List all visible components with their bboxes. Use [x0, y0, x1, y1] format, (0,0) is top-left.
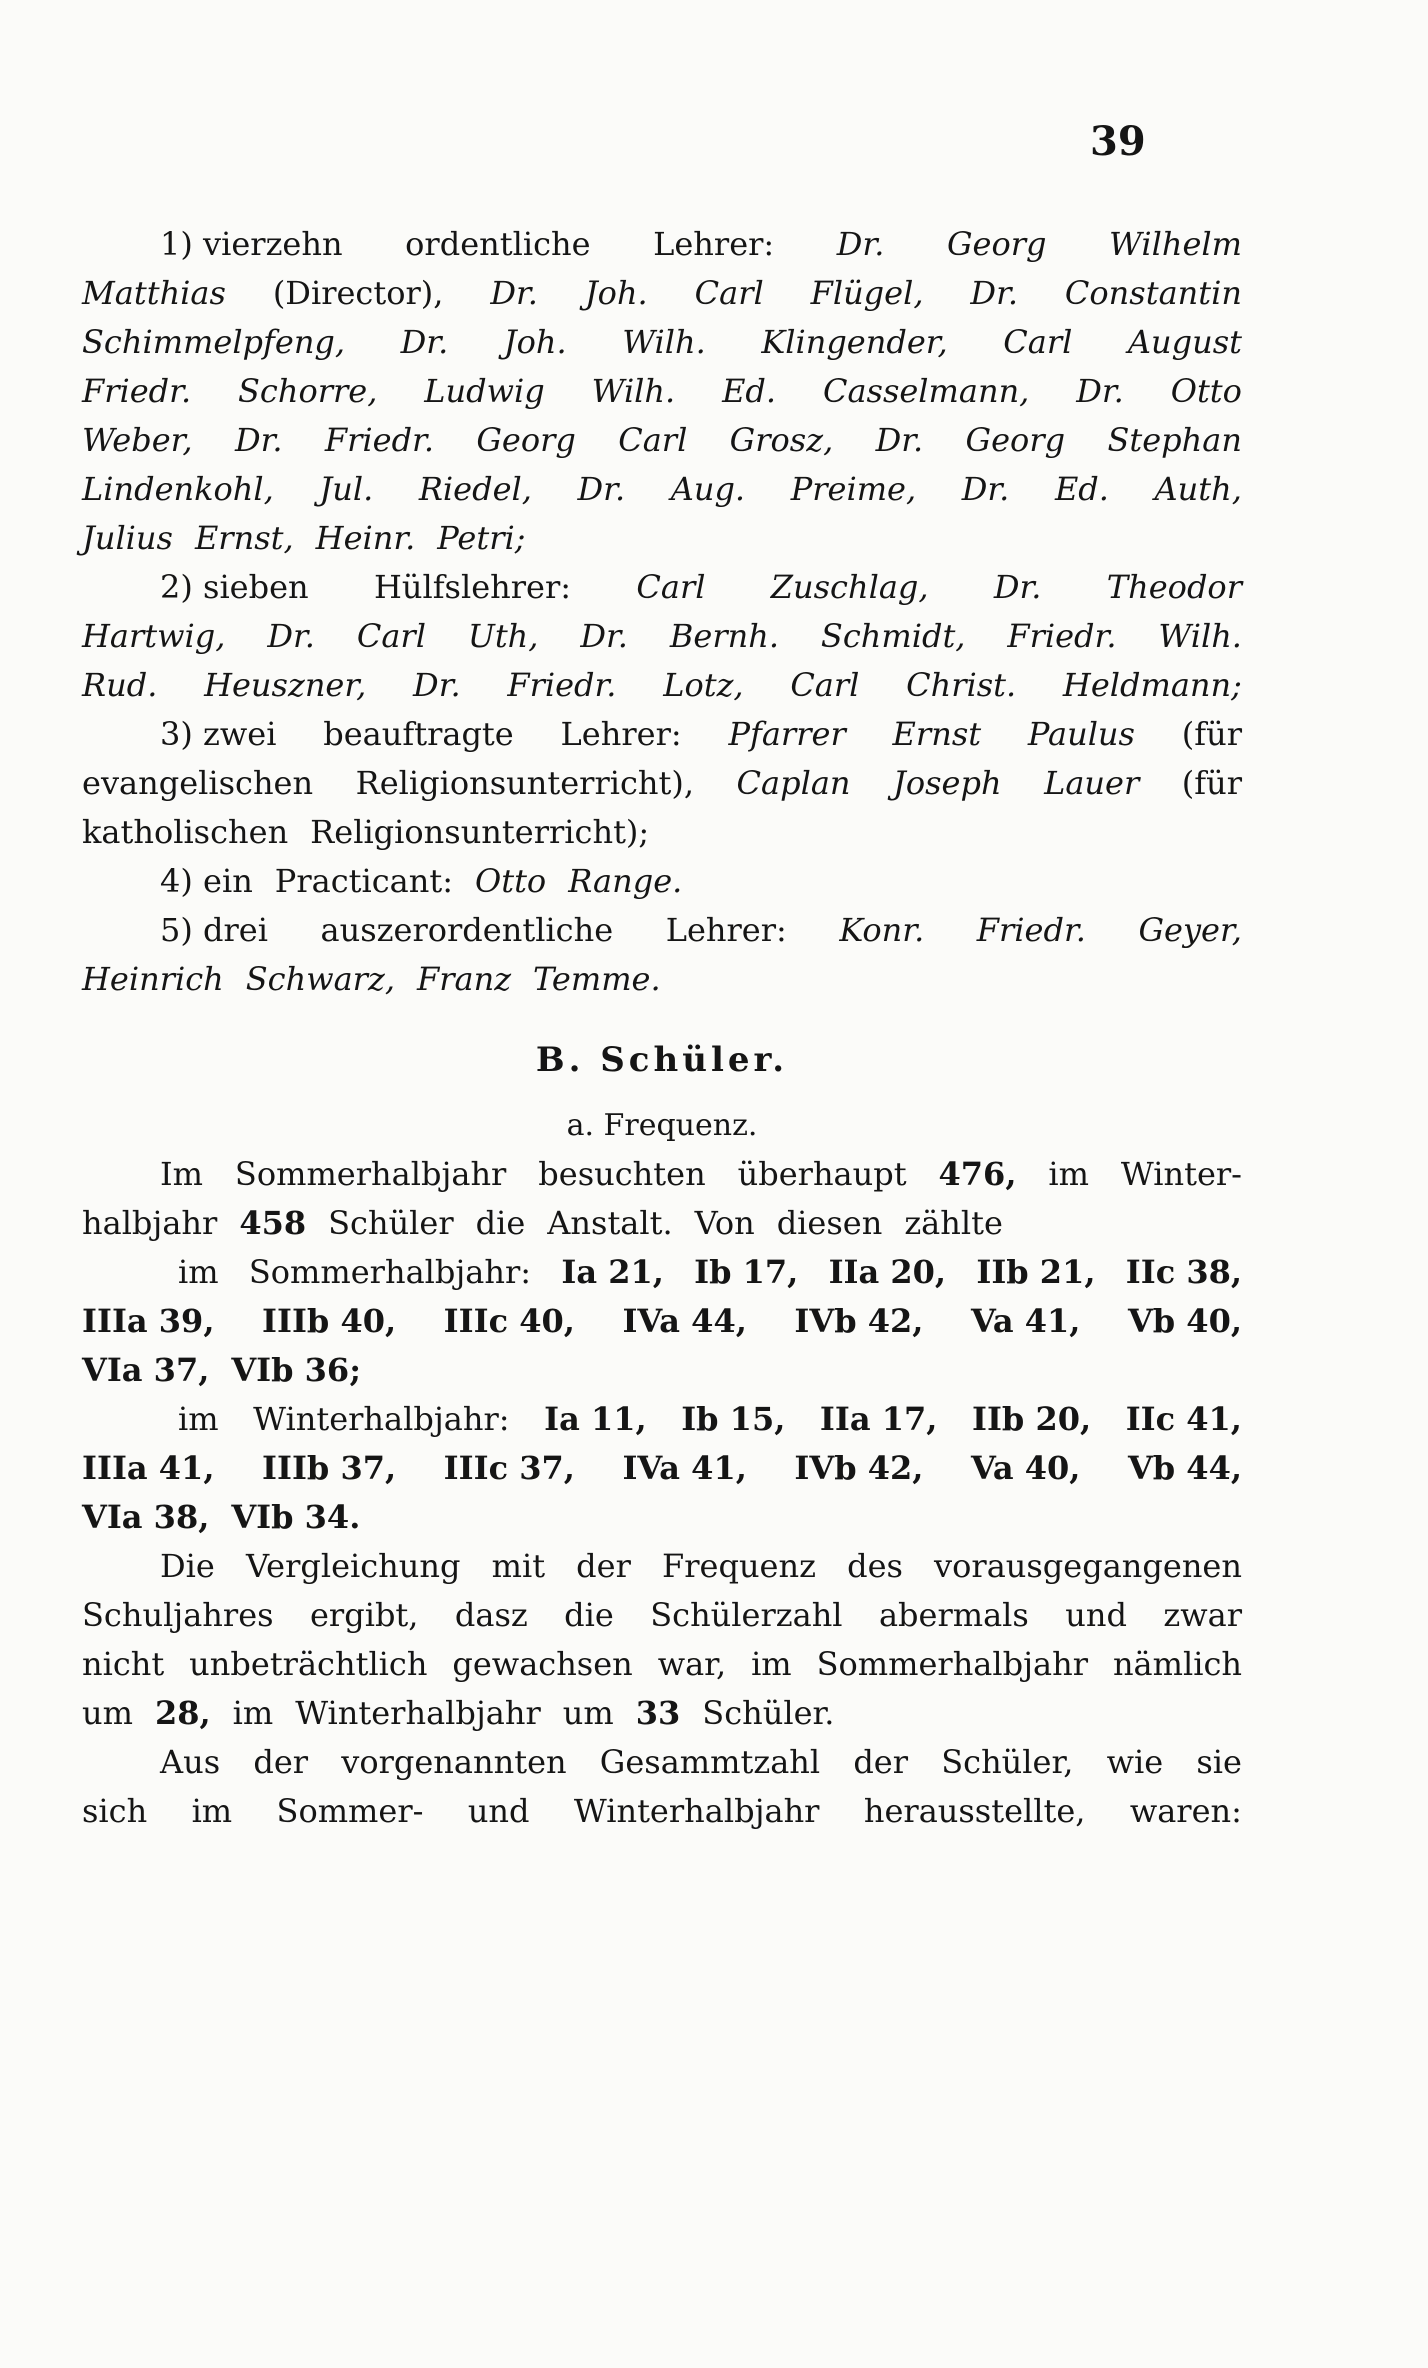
word: evangelischen [82, 764, 314, 802]
word: Va 41, [970, 1302, 1081, 1340]
word: Auth, [1154, 470, 1242, 508]
text-line [82, 955, 1242, 1004]
word: nicht [82, 1645, 165, 1683]
text-line [82, 1199, 1242, 1248]
word: Schüler. [702, 1694, 835, 1732]
word: zwar [1163, 1596, 1242, 1634]
word: 28, [154, 1694, 211, 1732]
word: Lauer [1044, 764, 1140, 802]
word: Weber, [82, 421, 193, 459]
word: 2) sieben [160, 568, 309, 606]
word: Vergleichung [245, 1547, 461, 1585]
word: (für [1181, 715, 1242, 753]
word: herausstellte, [863, 1792, 1086, 1830]
word: des [847, 1547, 903, 1585]
text-line [82, 808, 1242, 857]
word: Uth, [467, 617, 539, 655]
text-line [82, 1150, 1242, 1199]
word: Friedr. [1007, 617, 1117, 655]
text-line [82, 416, 1242, 465]
word: besuchten [538, 1155, 706, 1193]
text-line [82, 1346, 1242, 1395]
word: Georg [946, 225, 1047, 263]
word: Religionsunterricht), [355, 764, 695, 802]
word: Constantin [1064, 274, 1242, 312]
word: Rud. [82, 666, 158, 704]
word: dasz [454, 1596, 528, 1634]
word: Dr. [580, 617, 628, 655]
word: Bernh. [669, 617, 780, 655]
word: nämlich [1112, 1645, 1242, 1683]
text-line [82, 1248, 1242, 1297]
word: Lindenkohl, [82, 470, 274, 508]
word: und [467, 1792, 530, 1830]
text-line [82, 1640, 1242, 1689]
word: Wilh. [1158, 617, 1242, 655]
text-line [82, 465, 1242, 514]
word: Aus [160, 1743, 221, 1781]
staff-list [82, 220, 1242, 1004]
word: Carl [1003, 323, 1073, 361]
text-line [82, 759, 1242, 808]
word: Winterhalbjahr [573, 1792, 820, 1830]
word: der [576, 1547, 631, 1585]
word: Carl [356, 617, 426, 655]
word: Heinrich [82, 960, 224, 998]
word: Heuszner, [204, 666, 367, 704]
word: Dr. [413, 666, 461, 704]
word: (für [1181, 764, 1242, 802]
word: vorausgegangenen [934, 1547, 1242, 1585]
word: Schüler [328, 1204, 454, 1242]
word: Riedel, [418, 470, 532, 508]
word: Schüler, [941, 1743, 1074, 1781]
word: IVb 42, [794, 1302, 924, 1340]
word: katholischen [82, 813, 289, 851]
word: im [178, 1400, 219, 1438]
word: ordentliche [405, 225, 591, 263]
word: überhaupt [737, 1155, 907, 1193]
word: Jul. [319, 470, 374, 508]
word: IIIb 40, [262, 1302, 397, 1340]
word: IIIb 37, [262, 1449, 397, 1487]
word: Friedr. [507, 666, 617, 704]
text-line [82, 906, 1242, 955]
word: 1) vierzehn [160, 225, 343, 263]
word: gewachsen [452, 1645, 633, 1683]
word: Dr. [875, 421, 924, 459]
word: IVa 41, [622, 1449, 747, 1487]
word: Lehrer: [560, 715, 682, 753]
word: Pfarrer [728, 715, 846, 753]
word: IIa 20, [828, 1253, 947, 1291]
word: Dr. [836, 225, 885, 263]
word: Schmidt, [820, 617, 966, 655]
word: Lehrer: [665, 911, 787, 949]
word: Geyer, [1138, 911, 1242, 949]
word: Range. [568, 862, 683, 900]
word: Frequenz [662, 1547, 816, 1585]
word: im [232, 1694, 274, 1732]
word: Petri; [437, 519, 526, 557]
text-line [82, 1591, 1242, 1640]
word: Aug. [670, 470, 746, 508]
word: Theodor [1106, 568, 1242, 606]
word: Ib 17, [694, 1253, 799, 1291]
word: Friedr. [324, 421, 434, 459]
word: Friedr. [976, 911, 1086, 949]
word: Dr. [490, 274, 538, 312]
word: Ludwig [424, 372, 545, 410]
word: Joh. [503, 323, 567, 361]
word: Va 40, [970, 1449, 1081, 1487]
word: Julius [82, 519, 173, 557]
word: August [1127, 323, 1242, 361]
word: VIa 37, [82, 1351, 210, 1389]
word: Paulus [1027, 715, 1135, 753]
word: Dr. [970, 274, 1019, 312]
word: Sommer- [276, 1792, 424, 1830]
word: Otto [474, 862, 547, 900]
word: VIb 36; [231, 1351, 361, 1389]
page-number: 39 [1090, 118, 1146, 165]
section-heading: B. Schüler. [535, 1040, 789, 1080]
word: Im [160, 1155, 203, 1193]
word: Hülfslehrer: [373, 568, 572, 606]
text-line [82, 514, 1242, 563]
word: die [564, 1596, 614, 1634]
word: IIIc 37, [443, 1449, 575, 1487]
word: Ia 11, [544, 1400, 647, 1438]
word: Casselmann, [822, 372, 1030, 410]
word: Schwarz, [245, 960, 395, 998]
word: Christ. [906, 666, 1017, 704]
word: Carl [790, 666, 860, 704]
word: IIa 17, [819, 1400, 938, 1438]
text-line [82, 1787, 1242, 1836]
word: mit [491, 1547, 546, 1585]
body-text [82, 220, 1242, 1836]
text-line [82, 710, 1242, 759]
word: Ia 21, [561, 1253, 664, 1291]
word: Lotz, [663, 666, 744, 704]
word: Ed. [722, 372, 777, 410]
word: Joh. [584, 274, 648, 312]
word: Vb 40, [1127, 1302, 1242, 1340]
word: um [82, 1694, 133, 1732]
word: Lehrer: [653, 225, 775, 263]
word: Matthias [82, 274, 226, 312]
frequency-text [82, 1150, 1242, 1836]
word: Dr. [993, 568, 1042, 606]
text-line [82, 1542, 1242, 1591]
text-line [82, 1395, 1242, 1444]
word: Ernst [892, 715, 982, 753]
word: der [253, 1743, 309, 1781]
word: IIc 41, [1125, 1400, 1242, 1438]
word: im [1048, 1155, 1089, 1193]
word: Ernst, [194, 519, 294, 557]
word: Dr. [961, 470, 1010, 508]
word: Ib 15, [681, 1400, 786, 1438]
section-subheading: a. Frequenz. [566, 1108, 758, 1143]
word: der [853, 1743, 909, 1781]
text-line [82, 563, 1242, 612]
word: Schuljahres [82, 1596, 274, 1634]
word: Wilhelm [1109, 225, 1242, 263]
word: ergibt, [309, 1596, 419, 1634]
word: Heldmann; [1062, 666, 1242, 704]
word: Konr. [839, 911, 925, 949]
word: Temme. [533, 960, 661, 998]
text-line [82, 220, 1242, 269]
word: 3) zwei [160, 715, 277, 753]
text-line [82, 1444, 1242, 1493]
word: Dr. [1076, 372, 1124, 410]
word: IVa 44, [622, 1302, 747, 1340]
word: beauftragte [323, 715, 514, 753]
word: Von [694, 1204, 755, 1242]
word: Winterhalbjahr [295, 1694, 541, 1732]
word: vorgenannten [341, 1743, 567, 1781]
word: wie [1106, 1743, 1164, 1781]
word: Dr. [577, 470, 626, 508]
word: Georg [476, 421, 576, 459]
word: im [751, 1645, 792, 1683]
word: Otto [1170, 372, 1242, 410]
word: sich [82, 1792, 148, 1830]
word: Sommerhalbjahr [816, 1645, 1088, 1683]
word: IIb 20, [971, 1400, 1092, 1438]
text-line [82, 1689, 1242, 1738]
text-line [82, 1297, 1242, 1346]
word: Carl [694, 274, 764, 312]
word: Franz [417, 960, 512, 998]
word: Friedr. [82, 372, 192, 410]
word: 5) drei [160, 911, 268, 949]
word: IIIa 41, [82, 1449, 215, 1487]
word: Georg [965, 421, 1066, 459]
word: VIb 34. [231, 1498, 361, 1536]
word: Zuschlag, [770, 568, 929, 606]
word: um [562, 1694, 614, 1732]
text-line [82, 318, 1242, 367]
word: Winterhalbjahr: [253, 1400, 510, 1438]
word: VIa 38, [82, 1498, 210, 1536]
word: war, [657, 1645, 727, 1683]
word: Preime, [790, 470, 917, 508]
word: Religionsunterricht); [310, 813, 650, 851]
word: diesen [776, 1204, 883, 1242]
word: 33 [635, 1694, 681, 1732]
word: (Director), [272, 274, 444, 312]
word: unbeträchtlich [189, 1645, 428, 1683]
word: halbjahr [82, 1204, 218, 1242]
word: im [178, 1253, 219, 1291]
word: zählte [904, 1204, 1003, 1242]
word: Caplan [736, 764, 851, 802]
word: Ed. [1054, 470, 1109, 508]
text-line [82, 612, 1242, 661]
word: Schülerzahl [650, 1596, 843, 1634]
word: Sommerhalbjahr: [248, 1253, 532, 1291]
word: Sommerhalbjahr [234, 1155, 507, 1193]
word: sie [1196, 1743, 1242, 1781]
word: 458 [239, 1204, 307, 1242]
text-line [82, 1493, 1242, 1542]
word: Stephan [1107, 421, 1242, 459]
word: Heinr. [315, 519, 416, 557]
word: und [1065, 1596, 1127, 1634]
word: Hartwig, [82, 617, 226, 655]
word: Wilh. [591, 372, 676, 410]
word: auszerordentliche [320, 911, 614, 949]
word: Flügel, [810, 274, 924, 312]
word: IIb 21, [976, 1253, 1096, 1291]
word: die [475, 1204, 526, 1242]
word: Dr. [267, 617, 315, 655]
word: Schorre, [237, 372, 378, 410]
word: IIc 38, [1125, 1253, 1242, 1291]
text-line [82, 857, 1242, 906]
word: Dr. [234, 421, 283, 459]
word: Carl [618, 421, 688, 459]
word: im [191, 1792, 233, 1830]
word: Die [160, 1547, 215, 1585]
word: IIIa 39, [82, 1302, 215, 1340]
word: Anstalt. [547, 1204, 673, 1242]
word: waren: [1129, 1792, 1242, 1830]
word: Grosz, [729, 421, 834, 459]
word: 476, [938, 1155, 1017, 1193]
word: Klingender, [761, 323, 948, 361]
word: Carl [636, 568, 706, 606]
word: 4) ein [160, 862, 253, 900]
word: Gesammtzahl [599, 1743, 821, 1781]
word: Practicant: [274, 862, 453, 900]
word: Wilh. [622, 323, 706, 361]
word: abermals [878, 1596, 1029, 1634]
text-line [82, 1738, 1242, 1787]
text-line [82, 269, 1242, 318]
word: Schimmelpfeng, [82, 323, 346, 361]
word: Joseph [893, 764, 1002, 802]
text-line [82, 661, 1242, 710]
word: IIIc 40, [443, 1302, 575, 1340]
word: Vb 44, [1127, 1449, 1242, 1487]
word: Dr. [400, 323, 449, 361]
word: Winter- [1120, 1155, 1242, 1193]
word: IVb 42, [794, 1449, 924, 1487]
text-line [82, 367, 1242, 416]
